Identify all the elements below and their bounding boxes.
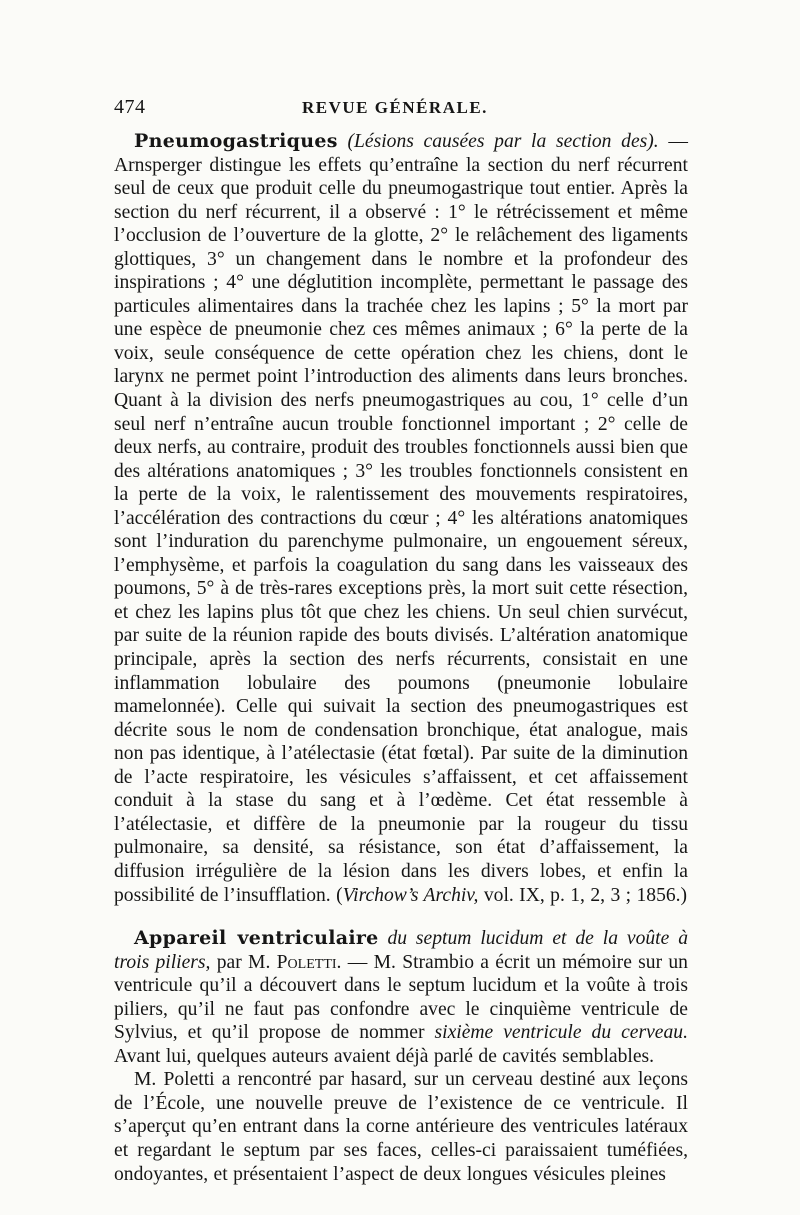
section-pneumogastriques <box>114 130 688 907</box>
section-appareil-ventriculaire <box>114 927 688 1068</box>
section-subtitle: du septum lucidum et de la voûte à trois piliers, <box>114 928 688 973</box>
em-dash: — <box>658 131 688 152</box>
running-title: REVUE GÉNÉRALE. <box>302 98 488 117</box>
paragraph: M. Poletti a rencontré par hasard, sur un cerveau destiné aux leçons de l’École, une nouvelle preuve de l’existence de ce ventricule. Il s’aperçut qu’en entrant dans la corne antérieure des ventricules latéraux et regardant le septum par ses faces, celles-ci paraissaient tuméfiées, ondoyantes, et présentaient l’aspect de deux longues vésicules pleines <box>114 1069 688 1185</box>
body-text <box>114 130 688 1186</box>
paragraph-text: par M. <box>210 951 277 973</box>
page-number: 474 <box>114 96 146 118</box>
proposed-name: sixième ventricule du cerveau. <box>434 1022 688 1044</box>
paragraph-text: — M. Strambio a écrit un mémoire sur un ventricule qu’il a découvert dans le septum lucidum et la voûte à trois piliers, qu’il ne faut pas confondre avec le cinquième ventricule de Sylvius, et qu’il propose de nommer <box>114 951 688 1044</box>
author-name: Poletti. <box>276 951 342 973</box>
citation-source: Virchow’s Archiv, <box>342 884 479 906</box>
section-gap <box>114 907 688 927</box>
section-subtitle: (Lésions causées par la section des). <box>347 131 659 152</box>
page-header <box>114 96 688 130</box>
paragraph-text: Arnsperger distingue les effets qu’entraîne la section du nerf récurrent seul de ceux que produit celle du pneumogastrique tout entier. Après la section du nerf récurrent, il a observé : 1° le rétrécissement et même l’occlusion de l’ouverture de la glotte, 2° le relâchement des ligaments glottiques, 3° un changement dans le nombre et la profondeur des inspirations ; 4° une déglutition incomplète, permettant le passage des particules alimentaires dans la trachée chez les lapins ; 5° la mort par une espèce de pneumonie chez ces mêmes animaux ; 6° la perte de la voix, seule conséquence de cette opération chez les chiens, dont le larynx ne permet point l’introduction des aliments dans leurs bronches. Quant à la division des nerfs pneumogastriques au cou, 1° celle d’un seul nerf n’entraîne aucun trouble fonctionnel important ; 2° celle de deux nerfs, au contraire, produit des troubles fonctionnels aussi bien que des altérations anatomiques ; 3° les troubles fonctionnels consistent en la perte de la voix, le ralentissement des mouvements respiratoires, l’accélération des contractions du cœur ; 4° les altérations anatomiques sont l’induration du parenchyme pulmonaire, un engouement séreux, l’emphysème, et parfois la coagulation du sang dans les vaisseaux des poumons, 5° à de très-rares exceptions près, la mort suit cette résection, et chez les lapins plus tôt que chez les chiens. Un seul chien survécut, par suite de la réunion rapide des bouts divisés. L’altération anatomique principale, après la section des nerfs récurrents, consistait en une inflammation lobulaire des poumons (pneumonie lobulaire mamelonnée). Celle qui suivait la section des pneumogastriques est décrite sous le nom de condensation bronchique, état analogue, mais non pas identique, à l’atélectasie (état fœtal). Par suite de la diminution de l’acte respiratoire, les vésicules s’affaissent, et cet affaissement conduit à la stase du sang et à l’œdème. Cet état ressemble à l’atélectasie, et diffère de la pneumonie par la rougeur du tissu pulmonaire, sa densité, sa résistance, son état d’affaissement, la diffusion irrégulière de la lésion dans les divers lobes, et enfin la possibilité de l’insufflation. ( <box>114 154 688 906</box>
section-heading: Appareil ventriculaire <box>134 927 379 950</box>
section-heading: Pneumogastriques <box>134 130 338 152</box>
paragraph-text: Avant lui, quelques auteurs avaient déjà parlé de cavités semblables. <box>114 1045 655 1067</box>
citation-details: vol. IX, p. 1, 2, 3 ; 1856.) <box>478 884 688 906</box>
